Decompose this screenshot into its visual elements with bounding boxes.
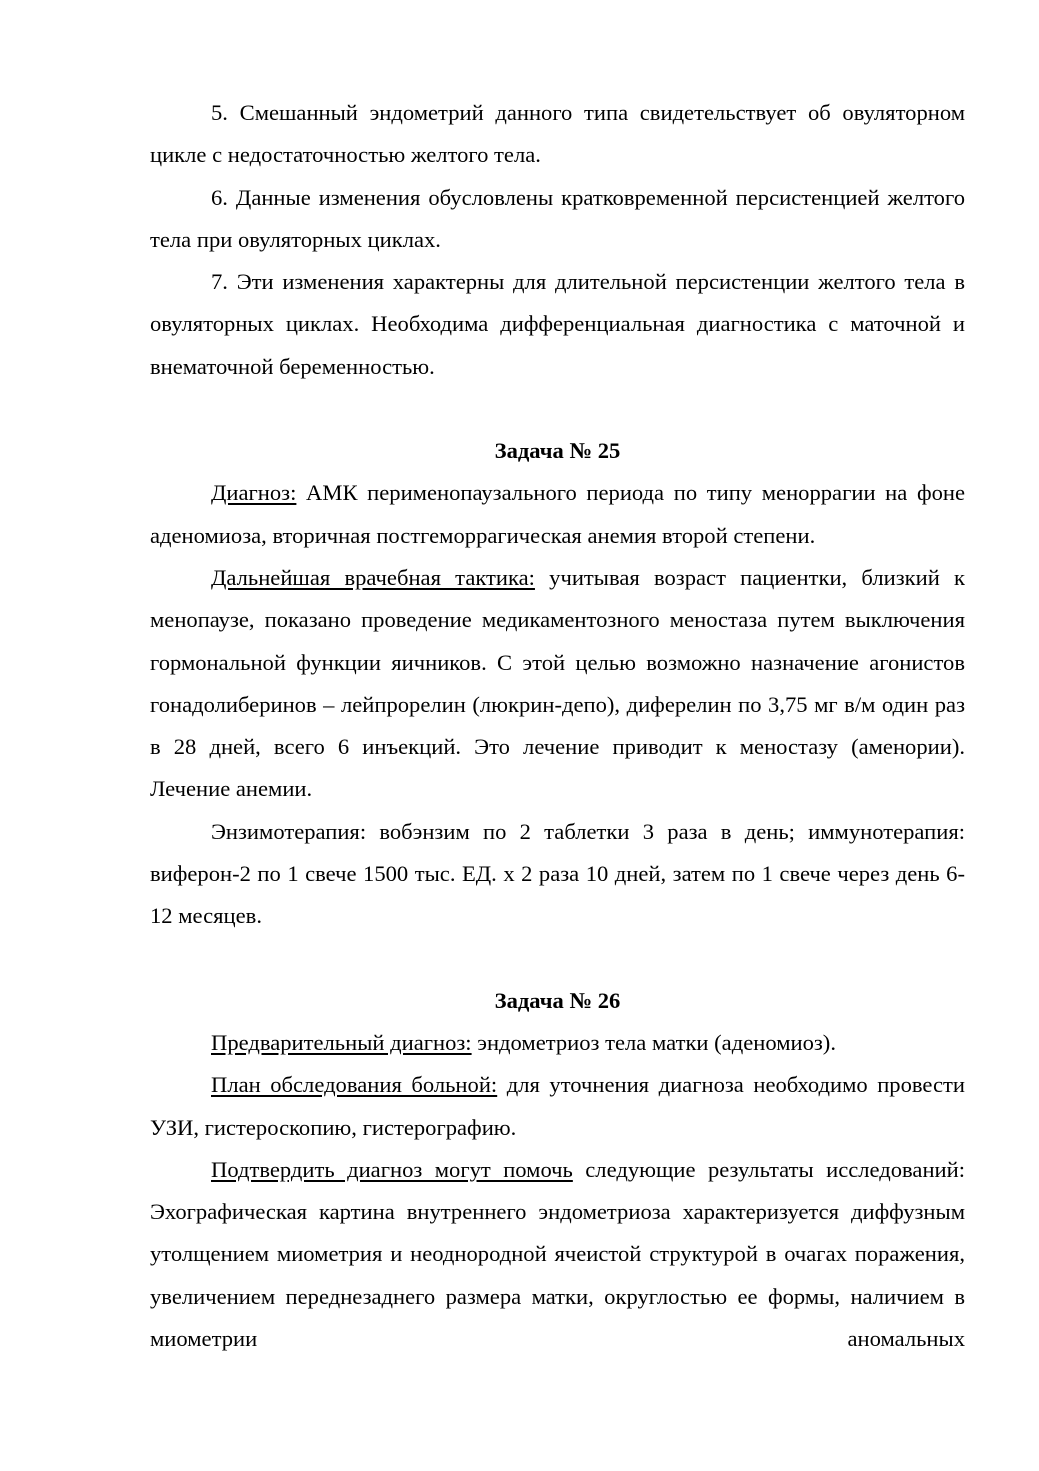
confirmation-text: следующие результаты исследований: Эхографическая картина внутреннего эндометриоза характеризуется диффузным утолщением миометрия и неоднородной ячеистой структурой в очагах поражения, увеличением переднезаднего размера матки, округлостью ее формы, наличием в миометрии аномальных [150,1156,965,1352]
task-26-exam-plan [150,1064,965,1149]
document-page [150,92,965,1360]
task-25-diagnosis [150,472,965,557]
tactics-text: учитывая возраст пациентки, близкий к менопаузе, показано проведение медикаментозного меностаза путем выключения гормональной функции яичников. С этой целью возможно назначение агонистов гонадолиберинов – лейпрорелин (люкрин-депо), диферелин по 3,75 мг в/м один раз в 28 дней, всего 6 инъекций. Это лечение приводит к меностазу (аменории). Лечение анемии. [150,564,966,802]
confirmation-label: Подтвердить диагноз могут помочь [211,1156,573,1182]
list-item-6: 6. Данные изменения обусловлены кратковременной персистенцией желтого тела при овуляторных циклах. [150,184,965,252]
list-item-5: 5. Смешанный эндометрий данного типа свидетельствует об овуляторном цикле с недостаточностью желтого тела. [150,100,965,168]
tactics-label: Дальнейшая врачебная тактика: [211,564,535,590]
task-26-title: Задача № 26 [494,987,621,1013]
diagnosis-text: АМК перименопаузального периода по типу меноррагии на фоне аденомиоза, вторичная постгеморрагическая анемия второй степени. [150,480,965,548]
diagnosis-label: Диагноз: [211,480,297,506]
task-26-confirmation [150,1149,965,1360]
task-25-title: Задача № 25 [494,438,621,464]
task-25-tactics [150,557,965,811]
list-item-7: 7. Эти изменения характерны для длительной персистенции желтого тела в овуляторных циклах. Необходима дифференциальная диагностика с маточной и внематочной беременностью. [150,269,965,379]
task-25-enzyme-therapy: Энзимотерапия: вобэнзим по 2 таблетки 3 раза в день; иммунотерапия: виферон-2 по 1 свече 1500 тыс. ЕД. х 2 раза 10 дней, затем по 1 свече через день 6-12 месяцев. [150,818,965,929]
task-26-preliminary-diagnosis [150,1022,965,1064]
exam-plan-text: для уточнения диагноза необходимо провести УЗИ, гистероскопию, гистерографию. [150,1072,965,1140]
preliminary-diagnosis-label: Предварительный диагноз: [211,1029,472,1055]
exam-plan-label: План обследования больной: [211,1072,498,1098]
preliminary-diagnosis-text: эндометриоз тела матки (аденомиоз). [471,1029,836,1055]
